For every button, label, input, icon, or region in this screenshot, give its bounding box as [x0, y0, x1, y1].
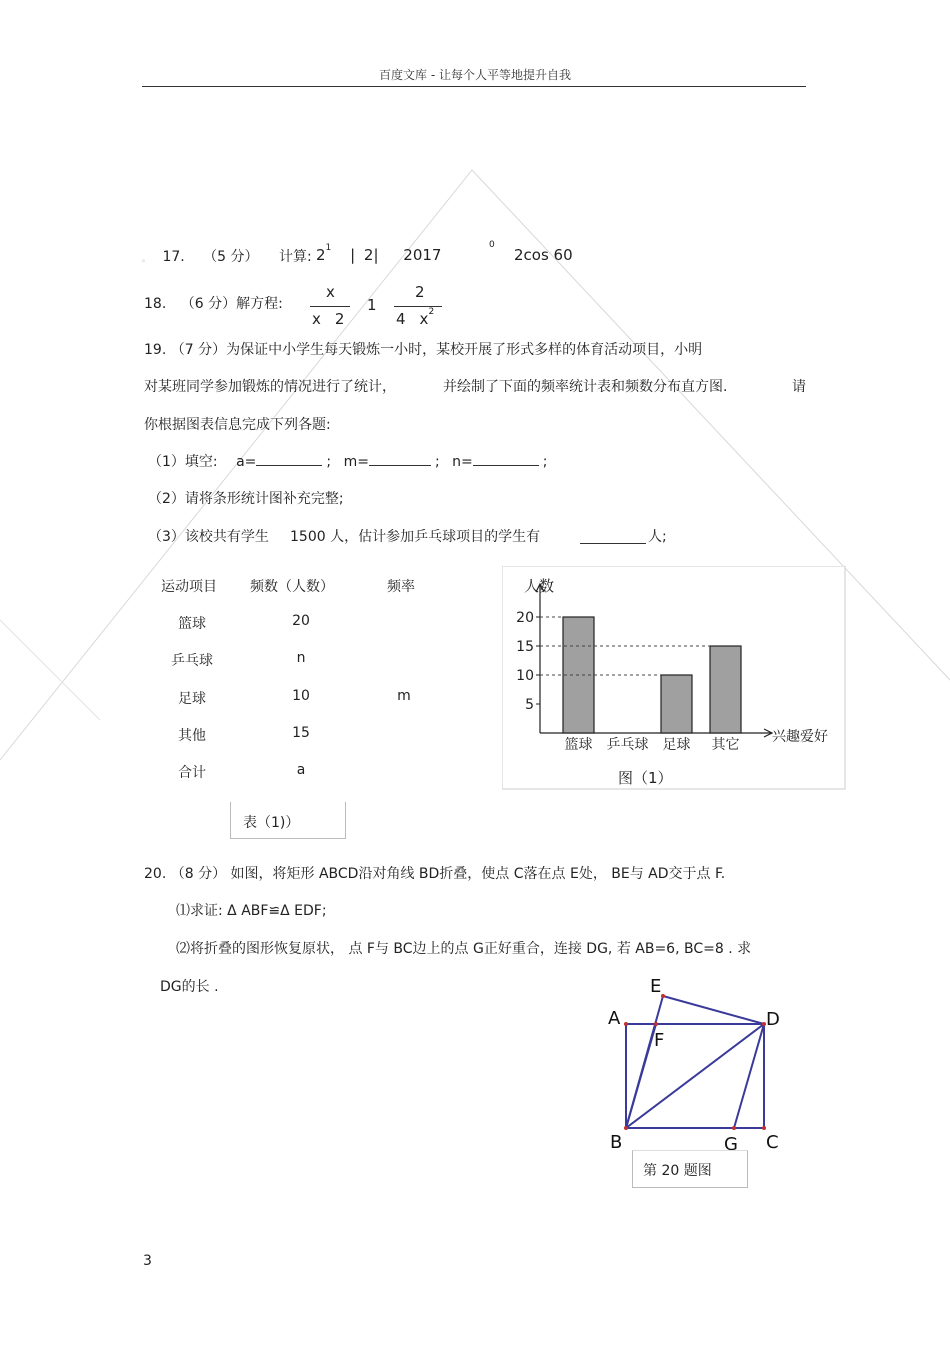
q19-n-label: n=	[452, 454, 473, 470]
q19-part1-label: （1）填空:	[148, 454, 218, 470]
table-row-other-label: 其他	[178, 728, 206, 744]
chart-y-tick-label: 20	[516, 610, 534, 626]
q19-n-blank[interactable]	[473, 451, 539, 466]
chart-category-label: 乒乓球	[606, 737, 649, 753]
q17-abs-left: |	[350, 246, 356, 264]
table-header-count: 频数（人数）	[250, 579, 334, 595]
point-label-c: C	[766, 1132, 779, 1150]
chart-category-label: 其它	[711, 737, 740, 753]
q17-line: 。 17. （5 分） 计算:	[142, 249, 312, 265]
q17-exp: 1	[325, 243, 332, 253]
q19-part3-a: （3）该校共有学生	[148, 529, 269, 545]
figure-caption: 第 20 题图	[643, 1163, 712, 1179]
q18-prompt: （6 分）解方程:	[180, 296, 283, 312]
q17-abs-right: |	[373, 246, 379, 264]
q20-part2b: DG的长 .	[160, 979, 219, 995]
q18-line	[144, 293, 283, 313]
diagonal-bd	[626, 1024, 764, 1128]
figure-caption-box	[632, 1150, 748, 1188]
q18-frac2-num: 2	[415, 283, 425, 301]
q18-frac1-den	[312, 310, 344, 328]
q20-line1: 20. （8 分） 如图，将矩形 ABCD沿对角线 BD折叠，使点 C落在点 E处， BE与 AD交于点 F.	[144, 866, 726, 882]
table-row-football-frequency: m	[397, 688, 411, 704]
q19-line2b: 并绘制了下面的频率统计表和频数分布直方图.	[443, 379, 728, 395]
q17-number: 17.	[162, 249, 185, 265]
frequency-table	[150, 570, 440, 780]
q18-frac2-den-b: x	[419, 310, 429, 328]
q19-line3: 你根据图表信息完成下列各题:	[144, 417, 331, 433]
q18-frac1-den-b: 2	[334, 310, 345, 328]
table-row-basketball-count: 20	[292, 613, 310, 629]
q17-expression	[316, 243, 442, 264]
fold-rectangle-figure	[600, 970, 800, 1150]
histogram-chart	[502, 566, 846, 790]
q17-year: 2017	[403, 246, 442, 264]
q19-m-blank[interactable]	[369, 451, 431, 466]
header-rule	[142, 86, 806, 87]
point-label-g: G	[724, 1134, 738, 1150]
q19-part3	[148, 526, 269, 546]
segment-dg	[734, 1024, 764, 1128]
q19-part2: （2）请将条形统计图补充完整;	[148, 491, 344, 507]
q19-m-label: m=	[343, 454, 369, 470]
q18-number: 18.	[144, 296, 167, 312]
q18-frac2-bar	[394, 306, 442, 307]
segment-bf	[626, 1024, 656, 1128]
table-row-total-label: 合计	[178, 765, 206, 781]
table-caption-box	[230, 802, 346, 839]
q19-part3-b: 1500 人，估计参加乒乓球项目的学生有	[290, 529, 541, 545]
chart-bar	[710, 646, 741, 733]
point-label-b: B	[610, 1132, 623, 1150]
q18-one: 1	[367, 296, 377, 314]
chart-title: 图（1）	[618, 769, 673, 787]
table-row-football-count: 10	[292, 688, 310, 704]
q17-year-exp: 0	[489, 240, 495, 250]
q17-prompt: 计算:	[278, 249, 312, 265]
q20-part2: ⑵将折叠的图形恢复原状， 点 F与 BC边上的点 G正好重合，连接 DG, 若 AB=6, BC=8 . 求	[176, 941, 752, 957]
q20-part1: ⑴求证: Δ ABF≌Δ EDF;	[176, 903, 327, 919]
q19-a-label: a=	[236, 454, 257, 470]
table-row-pingpong-label: 乒乓球	[171, 653, 213, 669]
q18-frac2-den	[396, 307, 435, 328]
q18-frac2-den-exp: 2	[428, 307, 435, 317]
point-label-e: E	[650, 976, 662, 997]
page-header: 百度文库 - 让每个人平等地提升自我	[379, 68, 571, 82]
point-label-d: D	[766, 1009, 780, 1030]
q17-abs-value: 2	[363, 246, 374, 264]
q17-base: 2	[316, 246, 326, 264]
table-header-frequency: 频率	[387, 579, 415, 595]
table-row-pingpong-count: n	[296, 650, 306, 666]
q18-frac2-den-a: 4	[396, 310, 406, 328]
chart-y-tick-label: 15	[516, 639, 534, 655]
chart-ylabel: 人数	[524, 577, 555, 595]
chart-y-tick-label: 10	[516, 668, 534, 684]
chart-y-tick-label: 5	[525, 697, 534, 713]
q19-sep-3: ;	[542, 454, 548, 470]
q19-sep-1: ;	[326, 454, 332, 470]
q18-frac1-den-a: x	[312, 310, 321, 328]
q19-part3-blank[interactable]	[580, 543, 646, 544]
q19-line2c: 请	[792, 379, 806, 395]
q19-line2a: 对某班同学参加锻炼的情况进行了统计，	[144, 379, 396, 395]
point-label-a: A	[608, 1008, 621, 1029]
table-header-item: 运动项目	[161, 579, 217, 595]
segment-ed	[663, 996, 764, 1024]
q19-part1	[148, 451, 547, 471]
table-caption: 表（1)）	[243, 815, 300, 831]
q18-frac1-bar	[310, 306, 350, 307]
q19-part3-c: 人;	[648, 529, 667, 545]
chart-category-label: 篮球	[564, 737, 593, 753]
page-number: 3	[143, 1253, 152, 1269]
chart-xlabel: 兴趣爱好	[772, 729, 828, 745]
table-row-total-count: a	[296, 762, 306, 778]
q17-cos: 2cos 60	[514, 246, 573, 264]
chart-bar	[661, 675, 692, 733]
table-row-basketball-label: 篮球	[178, 616, 206, 632]
q19-line1: 19. （7 分）为保证中小学生每天锻炼一小时，某校开展了形式多样的体育活动项目，小明	[144, 342, 703, 358]
table-row-football-label: 足球	[178, 691, 206, 707]
q18-frac1-num: x	[326, 283, 335, 301]
chart-category-label: 足球	[662, 737, 691, 753]
point-label-f: F	[654, 1030, 665, 1051]
q19-sep-2: ;	[434, 454, 440, 470]
q19-a-blank[interactable]	[256, 451, 322, 466]
q17-points: （5 分）	[203, 249, 259, 265]
table-row-other-count: 15	[292, 725, 310, 741]
